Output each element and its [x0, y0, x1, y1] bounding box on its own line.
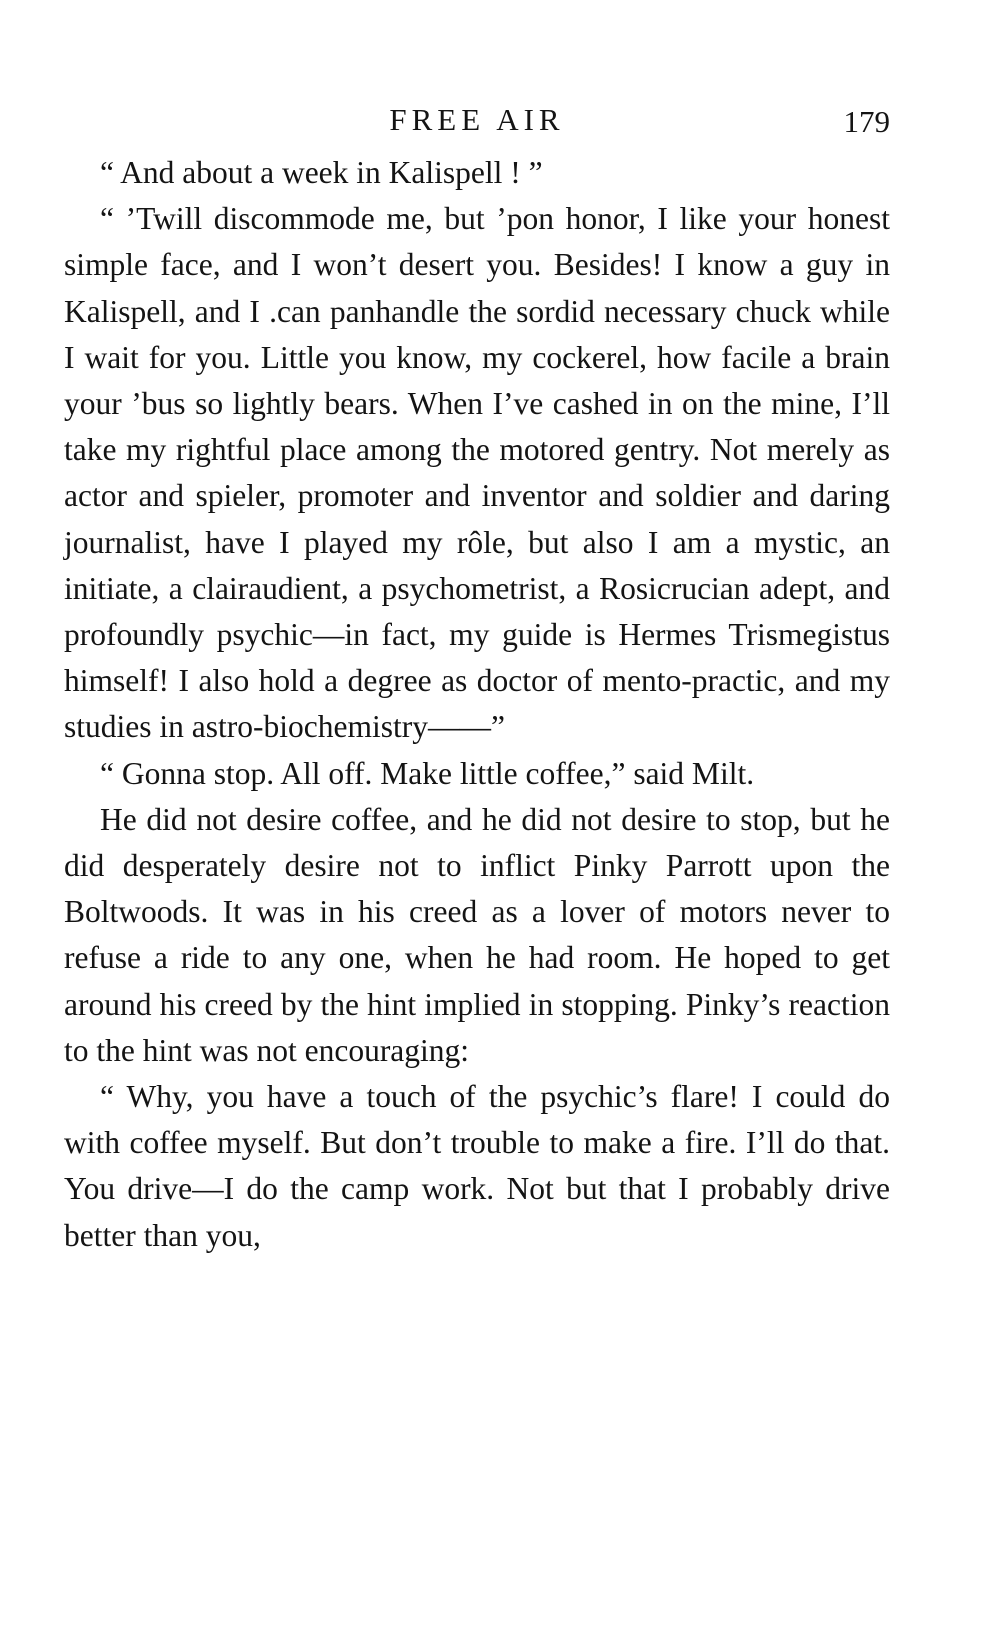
body-text — [64, 150, 890, 1259]
running-title: FREE AIR — [389, 102, 565, 137]
paragraph: He did not desire coffee, and he did not desire to stop, but he did desperately desire not to inflict Pinky Parrott upon the Boltwoods. It was in his creed as a lover of motors never to refuse a ride to any one, when he had room. He hoped to get around his creed by the hint implied in stopping. Pinky’s reaction to the hint was not encouraging: — [64, 801, 890, 1068]
running-head — [64, 100, 890, 150]
paragraph: “ ’Twill discommode me, but ’pon honor, I like your honest simple face, and I won’t desert you. Besides! I know a guy in Kalispell, and I .can panhandle the sordid necessary chuck while I wait for you. Little you know, my cockerel, how facile a brain your ’bus so lightly bears. When I’ve cashed in on the mine, I’ll take my rightful place among the motored gentry. Not merely as actor and spieler, promoter and inventor and soldier and daring journalist, have I played my rôle, but also I am a mystic, an initiate, a clairaudient, a psychometrist, a Rosicrucian adept, and profoundly psychic—in fact, my guide is Hermes Trismegistus himself! I also hold a degree as doctor of mento-practic, and my studies in astro-biochemistry——” — [64, 201, 890, 745]
paragraph: “ Why, you have a touch of the psychic’s flare! I could do with coffee myself. But don’t trouble to make a fire. I’ll do that. You drive—I do the camp work. Not but that I probably drive better than you, — [64, 1079, 890, 1253]
paragraph: “ And about a week in Kalispell ! ” — [100, 155, 543, 190]
book-page — [64, 100, 890, 1259]
paragraph: “ Gonna stop. All off. Make little coffee,” said Milt. — [100, 755, 755, 791]
page-number: 179 — [843, 104, 890, 139]
